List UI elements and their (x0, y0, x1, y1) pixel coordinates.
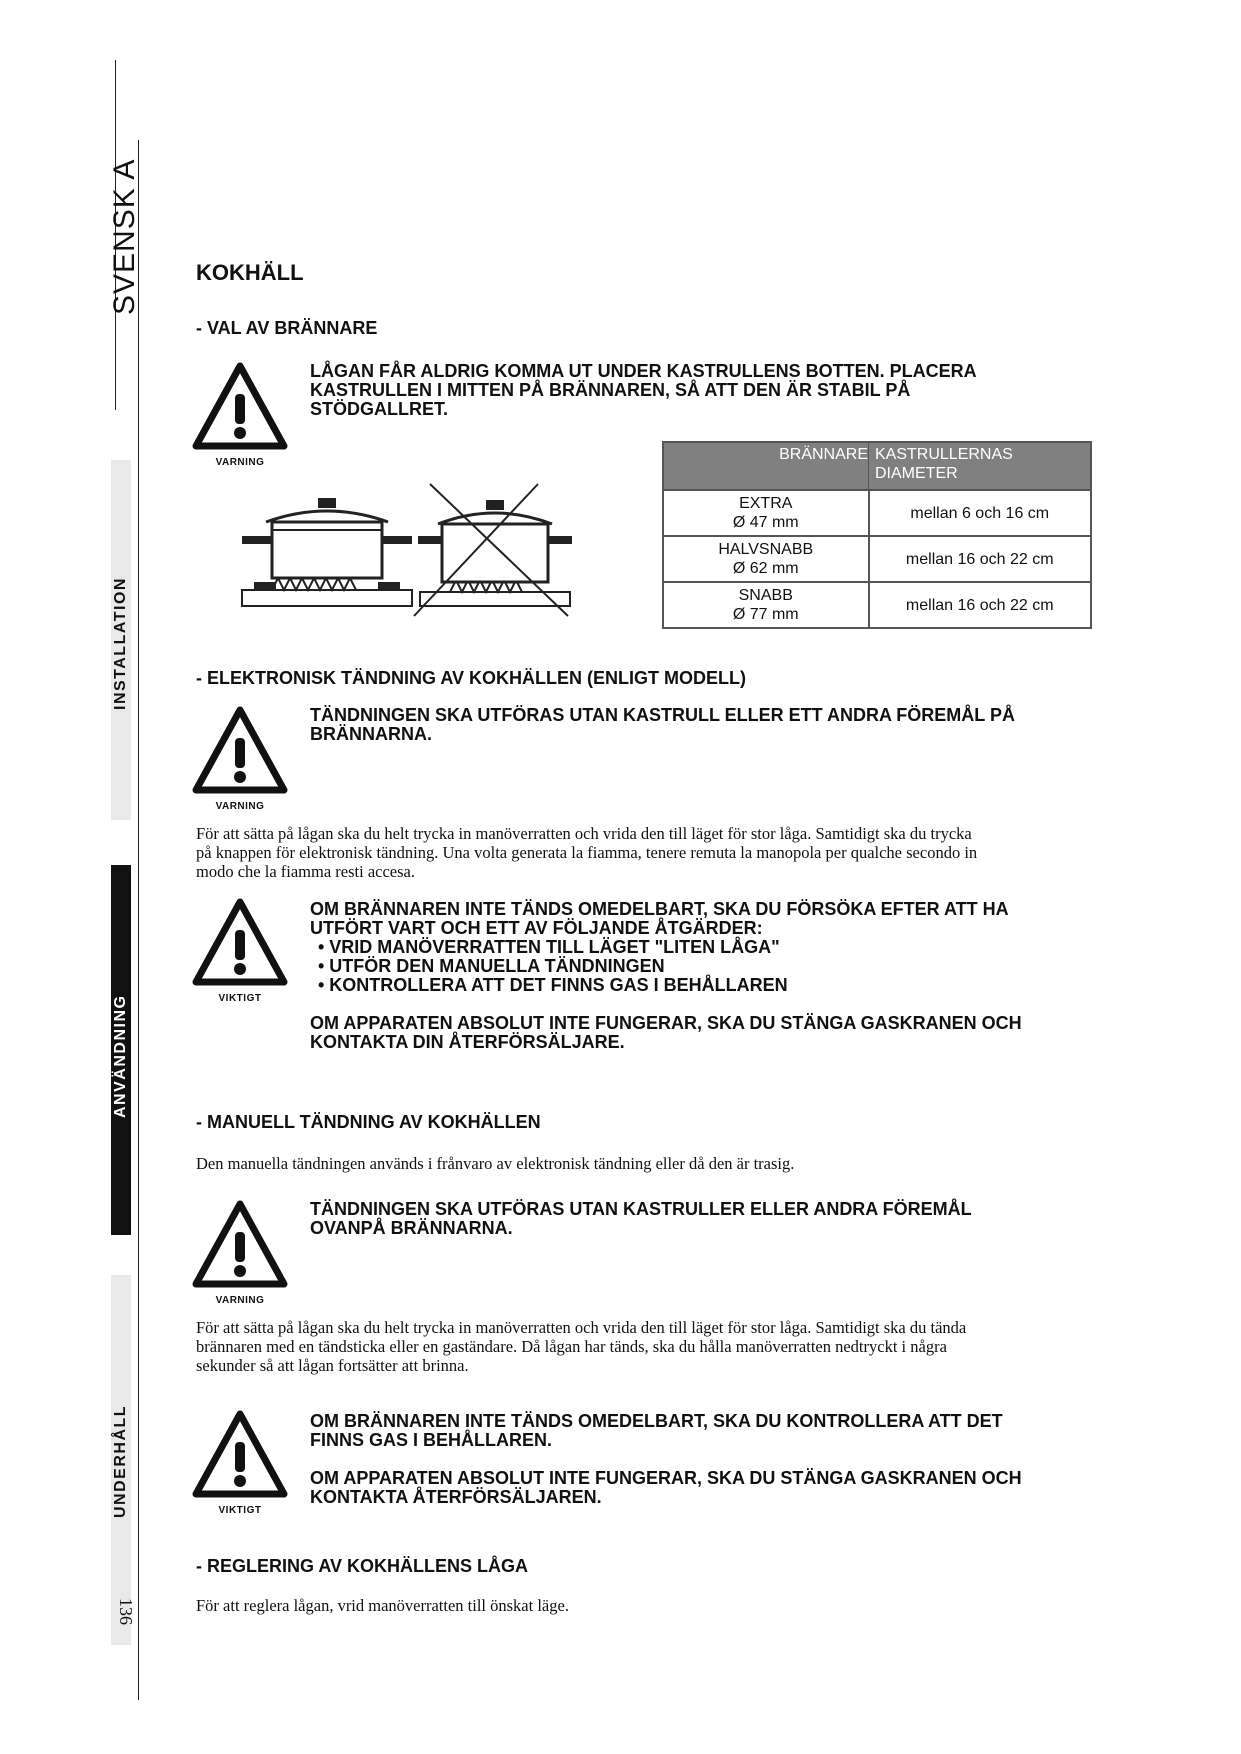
tab-installation-label: INSTALLATION (112, 577, 129, 710)
important-sign-1 (192, 898, 288, 1004)
table-header-diameter: KASTRULLERNAS DIAMETER (869, 442, 1092, 490)
warning-triangle-icon (192, 898, 288, 986)
tab-underhall-label: UNDERHÅLL (112, 1404, 129, 1518)
warning-sign-label: VARNING (215, 457, 265, 468)
warning-text-3: TÄNDNINGEN SKA UTFÖRAS UTAN KASTRULLER ELLER ANDRA FÖREMÅL OVANPÅ BRÄNNARNA. (310, 1199, 972, 1238)
table-cell-burner: HALVSNABB Ø 62 mm (663, 536, 869, 582)
table-row (663, 490, 1091, 536)
important-sign-label: VIKTIGT (218, 1505, 262, 1516)
burner-table (662, 441, 1092, 629)
warning-text-1: LÅGAN FÅR ALDRIG KOMMA UT UNDER KASTRULLENS BOTTEN. PLACERA KASTRULLEN I MITTEN PÅ BRÄNNAREN, SÅ ATT DEN ÄR STABIL PÅ STÖDGALLRET. (310, 361, 977, 419)
table-header-burner: BRÄNNARE (663, 442, 869, 490)
warning-triangle-icon (192, 1200, 288, 1288)
important-text-1: OM BRÄNNAREN INTE TÄNDS OMEDELBART, SKA DU FÖRSÖKA EFTER ATT HA UTFÖRT VART OCH ETT AV FÖLJANDE ÅTGÄRDER: • VRID MANÖVERRATTEN TILL LÄGET "LITEN LÅGA" • UTFÖR DEN MANUELLA TÄNDNINGEN • KONTROLLERA ATT DET FINNS GAS I BEHÅLLAREN OM APPARATEN ABSOLUT INTE FUNGERAR, SKA DU STÄNGA GASKRANEN OCH KONTAKTA DIN ÅTERFÖRSÄLJARE. (310, 899, 1022, 1052)
section-heading-elektronisk-tandning: - ELEKTRONISK TÄNDNING AV KOKHÄLLEN (ENLIGT MODELL) (196, 668, 746, 688)
warning-sign-1 (192, 362, 288, 468)
warning-sign-label: VARNING (215, 1295, 265, 1306)
table-cell-diameter: mellan 16 och 22 cm (869, 536, 1092, 582)
table-cell-diameter: mellan 6 och 16 cm (869, 490, 1092, 536)
important-text-2: OM BRÄNNAREN INTE TÄNDS OMEDELBART, SKA DU KONTROLLERA ATT DET FINNS GAS I BEHÅLLAREN. OM APPARATEN ABSOLUT INTE FUNGERAR, SKA DU STÄNGA GASKRANEN OCH KONTAKTA ÅTERFÖRSÄLJAREN. (310, 1411, 1022, 1507)
warning-sign-3 (192, 1200, 288, 1306)
warning-triangle-icon (192, 1410, 288, 1498)
table-row (663, 582, 1091, 628)
margin-rule-main (138, 140, 139, 1700)
tab-anvandning-label: ANVÄNDNING (112, 994, 129, 1118)
language-label: SVENSK A (108, 158, 141, 315)
section-heading-reglering: - REGLERING AV KOKHÄLLENS LÅGA (196, 1556, 528, 1576)
table-cell-burner: SNABB Ø 77 mm (663, 582, 869, 628)
pot-correct-illustration (232, 490, 422, 620)
paragraph-reglering: För att reglera lågan, vrid manöverratten till önskat läge. (196, 1596, 569, 1615)
warning-triangle-icon (192, 706, 288, 794)
warning-text-2: TÄNDNINGEN SKA UTFÖRAS UTAN KASTRULL ELLER ETT ANDRA FÖREMÅL PÅ BRÄNNARNA. (310, 705, 1015, 744)
page-number: 136 (116, 1598, 136, 1625)
table-cell-diameter: mellan 16 och 22 cm (869, 582, 1092, 628)
warning-sign-label: VARNING (215, 801, 265, 812)
important-sign-2 (192, 1410, 288, 1516)
page-title: KOKHÄLL (196, 260, 304, 285)
section-heading-manuell-tandning: - MANUELL TÄNDNING AV KOKHÄLLEN (196, 1112, 541, 1132)
warning-sign-2 (192, 706, 288, 812)
table-row (663, 536, 1091, 582)
table-header-row (663, 442, 1091, 490)
paragraph-manuell-intro: Den manuella tändningen används i frånvaro av elektronisk tändning eller då den är trasig. (196, 1154, 795, 1173)
section-heading-val-av-brannare: - VAL AV BRÄNNARE (196, 318, 378, 338)
warning-triangle-icon (192, 362, 288, 450)
table-cell-burner: EXTRA Ø 47 mm (663, 490, 869, 536)
important-sign-label: VIKTIGT (218, 993, 262, 1004)
paragraph-manuell: För att sätta på lågan ska du helt trycka in manöverratten och vrida den till läget för stor låga. Samtidigt ska du tända brännaren med en tändsticka eller en gaständare. Då lågan har tänds, ska du hålla manöverratten nedtryckt i några sekunder så att lågan fortsätter att brinna. (196, 1318, 967, 1375)
pot-incorrect-illustration (410, 480, 580, 620)
paragraph-elektronisk: För att sätta på lågan ska du helt trycka in manöverratten och vrida den till läget för stor låga. Samtidigt ska du trycka på knappen för elektronisk tändning. Una volta generata la fiamma, tenere remuta la manopola per qualche secondo in modo che la fiamma resti accesa. (196, 824, 978, 881)
